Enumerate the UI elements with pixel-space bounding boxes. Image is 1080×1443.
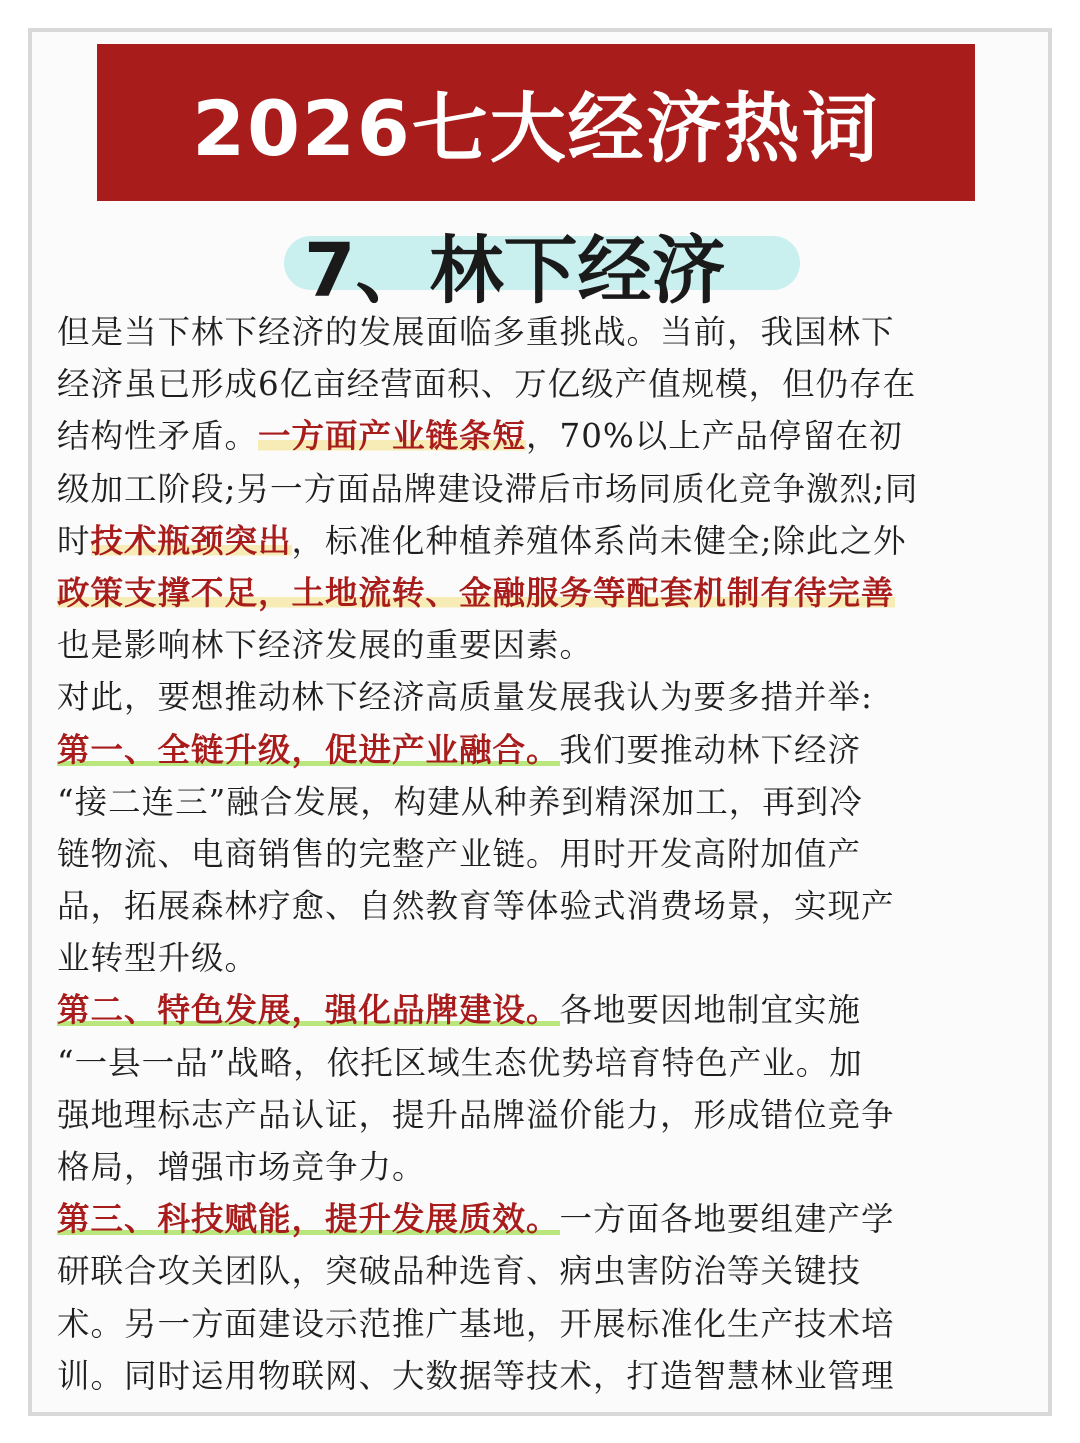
subtitle-block (284, 210, 800, 314)
text-line: “一县一品”战略，依托区域生态优势培育特色产业。加 (57, 1043, 863, 1082)
subtitle: 7、林下经济 (304, 228, 726, 314)
text-line: 业转型升级。 (57, 939, 259, 978)
text-span: 结构性矛盾。 (57, 417, 259, 456)
text-line: 级加工阶段;另一方面品牌建设滞后市场同质化竞争激烈;同 (57, 469, 919, 508)
text-line: 也是影响林下经济发展的重要因素。 (57, 626, 594, 665)
highlight-policy: 政策支撑不足，土地流转、金融服务等配套机制有待完善 (57, 572, 895, 612)
text-span: 我们要推动林下经济 (559, 730, 862, 769)
title-banner (97, 44, 975, 201)
intro-line: 对此，要想推动林下经济高质量发展我认为要多措并举: (57, 678, 873, 717)
text-span: 各地要因地制宜实施 (559, 991, 862, 1030)
point2-heading: 第二、特色发展，强化品牌建设。 (57, 990, 560, 1030)
text-line: 格局，增强市场竞争力。 (57, 1148, 426, 1186)
text-span: 一方面各地要组建产学 (559, 1200, 895, 1239)
text-line (57, 515, 1042, 567)
text-line: 但是当下林下经济的发展面临多重挑战。当前，我国林下 (57, 313, 895, 351)
point1-heading: 第一、全链升级，促进产业融合。 (57, 729, 560, 769)
text-line: 品，拓展森林疗愈、自然教育等体验式消费场景，实现产 (57, 887, 895, 926)
text-span: 时 (57, 521, 91, 560)
text-span: ，标准化种植养殖体系尚未健全;除此之外 (291, 521, 907, 560)
page-title: 2026七大经济热词 (192, 84, 880, 173)
highlight-short-chain: 一方面产业链条短 (258, 416, 527, 456)
text-line: 强地理标志产品认证，提升品牌溢价能力，形成错位竞争 (57, 1095, 895, 1134)
text-line (57, 410, 1042, 462)
text-line: 研联合攻关团队，突破品种选育、病虫害防治等关键技 (57, 1252, 862, 1291)
text-line: 术。另一方面建设示范推广基地，开展标准化生产技术培 (57, 1304, 895, 1343)
article-body (57, 306, 1042, 1402)
text-line (57, 567, 1042, 619)
text-line: 训。同时运用物联网、大数据等技术，打造智慧林业管理 (57, 1356, 895, 1395)
text-line: “接二连三”融合发展，构建从种养到精深加工，再到冷 (57, 782, 863, 821)
text-line (57, 724, 1042, 776)
text-line: 经济虽已形成6亿亩经营面积、万亿级产值规模，但仍存在 (57, 365, 917, 404)
text-line: 链物流、电商销售的完整产业链。用时开发高附加值产 (57, 834, 862, 873)
highlight-tech-bottleneck: 技术瓶颈突出 (90, 520, 292, 560)
point3-heading: 第三、科技赋能，提升发展质效。 (57, 1199, 560, 1239)
text-line (57, 1193, 1042, 1245)
text-span: ，70%以上产品停留在初 (526, 417, 903, 456)
text-line (57, 984, 1042, 1036)
